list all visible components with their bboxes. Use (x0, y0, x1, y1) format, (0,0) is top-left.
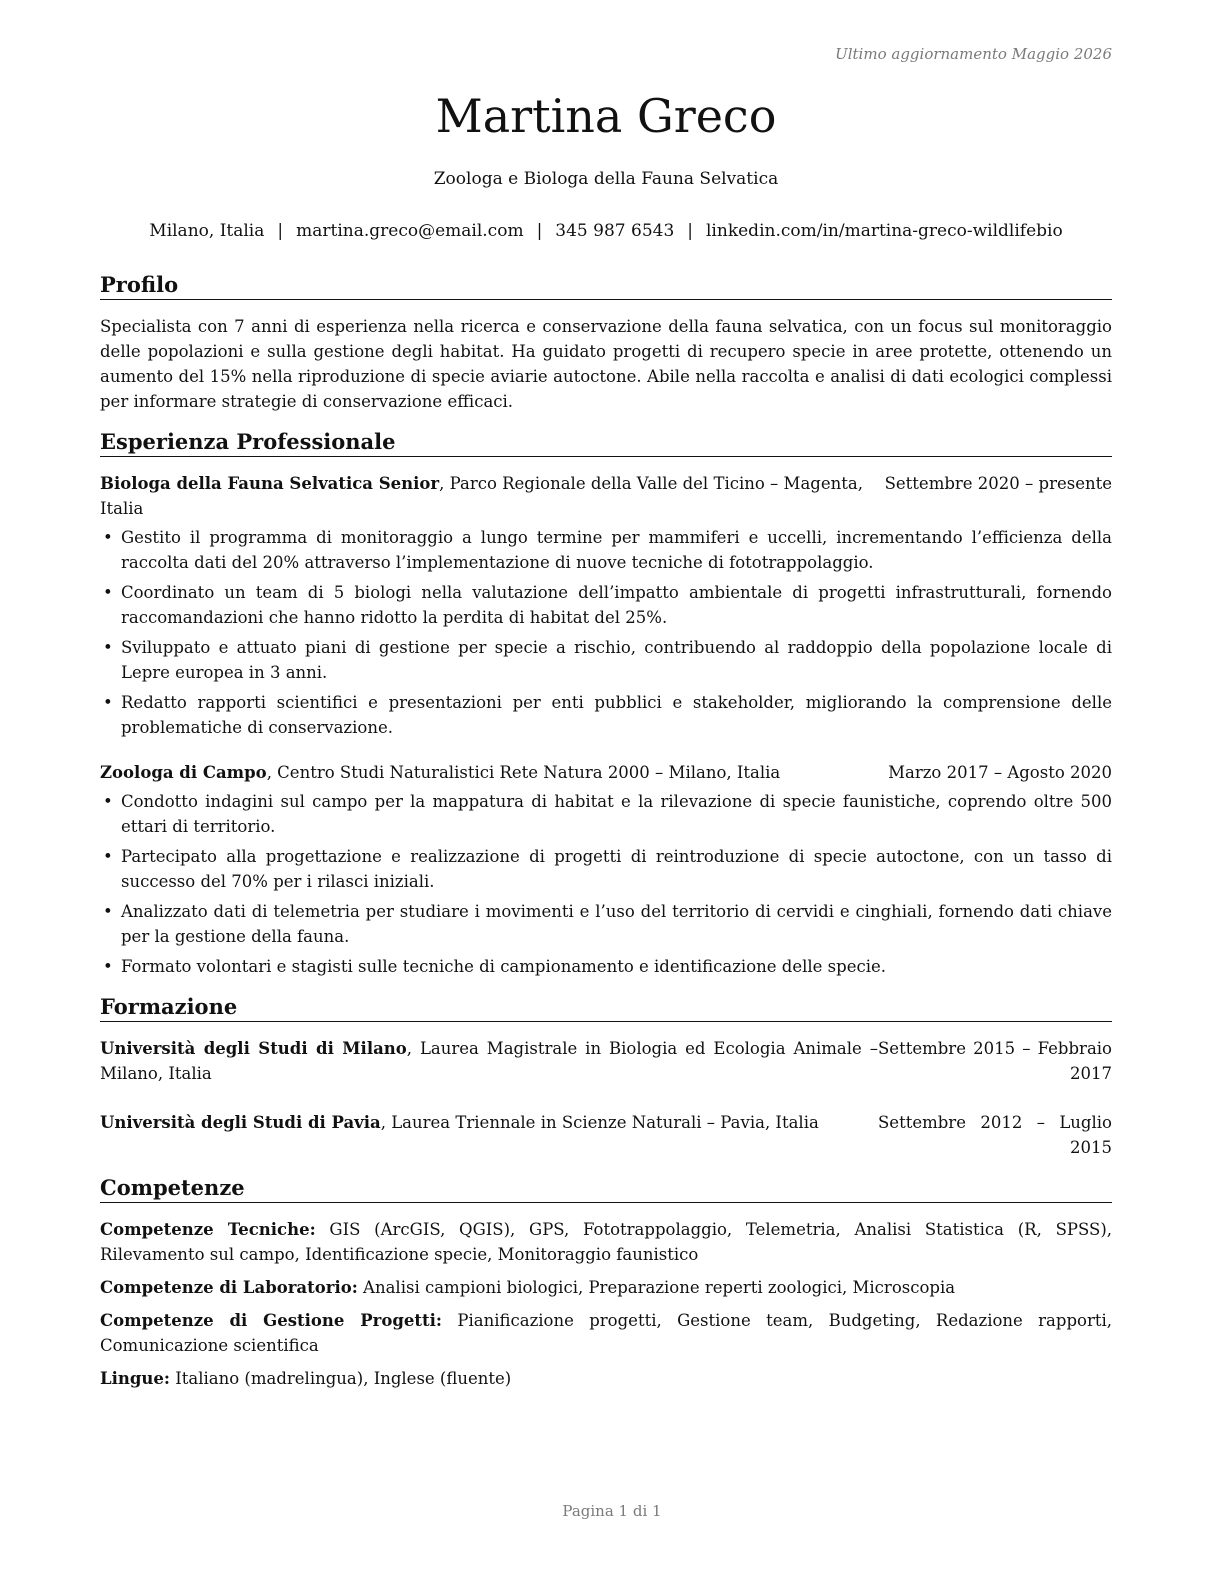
job-title-line (100, 471, 885, 521)
profile-text: Specialista con 7 anni di esperienza nella ricerca e conservazione della fauna selvatica, con un focus sul monitoraggio delle popolazioni e sulla gestione degli habitat. Ha guidato progetti di recupero specie in aree protette, ottenendo un aumento del 15% nella riproduzione di specie aviarie autoctone. Abile nella raccolta e analisi di dati ecologici complessi per informare strategie di conservazione efficaci. (100, 317, 1112, 411)
skill-label: Competenze di Laboratorio: (100, 1278, 358, 1297)
job-header (100, 471, 1112, 521)
list-item: • Formato volontari e stagisti sulle tecniche di campionamento e identificazione delle specie. (100, 954, 1112, 979)
education-dates: Settembre 2012 – Luglio 2015 (878, 1113, 1112, 1157)
job-entry (100, 760, 1112, 979)
education-entry (100, 1036, 1112, 1086)
education-title-line (100, 1036, 878, 1086)
job-entry (100, 471, 1112, 740)
contact-email[interactable]: martina.greco@email.com (296, 221, 524, 241)
contact-separator: | (277, 221, 284, 241)
candidate-title: Zoologa e Biologa della Fauna Selvatica (433, 169, 779, 189)
job-dates: Marzo 2017 – Agosto 2020 (888, 763, 1112, 782)
skill-line (100, 1217, 1112, 1267)
education-degree: , Laurea Magistrale in Biologia ed Ecologia Animale – Milano, Italia (100, 1039, 878, 1083)
resume-content (100, 271, 1112, 1405)
job-header (100, 760, 1112, 785)
education-degree: , Laurea Triennale in Scienze Naturali – Pavia, Italia (380, 1113, 819, 1132)
education-section (100, 993, 1112, 1160)
job-organization: , Centro Studi Naturalistici Rete Natura 2000 – Milano, Italia (266, 763, 781, 782)
education-dates: Settembre 2015 – Febbraio 2017 (878, 1039, 1112, 1083)
list-item: • Condotto indagini sul campo per la mappatura di habitat e la rilevazione di specie faunistiche, coprendo oltre 500 ettari di territorio. (100, 789, 1112, 839)
section-heading-profile: Profilo (100, 271, 1112, 300)
contact-location: Milano, Italia (149, 221, 265, 241)
contact-separator: | (536, 221, 543, 241)
education-school: Università degli Studi di Milano (100, 1039, 407, 1058)
skill-text: Analisi campioni biologici, Preparazione reperti zoologici, Microscopia (357, 1278, 956, 1297)
skill-line (100, 1308, 1112, 1358)
contact-phone[interactable]: 345 987 6543 (555, 221, 675, 241)
job-bullets (100, 789, 1112, 979)
list-item: • Analizzato dati di telemetria per studiare i movimenti e l’uso del territorio di cervidi e cinghiali, fornendo dati chiave per la gestione della fauna. (100, 899, 1112, 949)
skill-label: Competenze Tecniche: (100, 1220, 316, 1239)
job-role: Zoologa di Campo (100, 763, 267, 782)
list-item: • Redatto rapporti scientifici e presentazioni per enti pubblici e stakeholder, migliorando la comprensione delle problematiche di conservazione. (100, 690, 1112, 740)
contact-line (100, 220, 1112, 242)
skill-label: Lingue: (100, 1369, 170, 1388)
last-updated: Ultimo aggiornamento Maggio 2026 (835, 45, 1112, 63)
contact-linkedin[interactable]: linkedin.com/in/martina-greco-wildlifebio (706, 221, 1063, 241)
section-heading-experience: Esperienza Professionale (100, 428, 1112, 457)
candidate-name: Martina Greco (435, 89, 777, 143)
job-bullets (100, 525, 1112, 740)
skill-line (100, 1275, 1112, 1300)
contact-separator: | (687, 221, 693, 241)
section-heading-education: Formazione (100, 993, 1112, 1022)
profile-section (100, 271, 1112, 414)
skills-section (100, 1174, 1112, 1391)
section-heading-skills: Competenze (100, 1174, 1112, 1203)
education-school: Università degli Studi di Pavia (100, 1113, 381, 1132)
experience-section (100, 428, 1112, 979)
job-dates: Settembre 2020 – presente (884, 474, 1112, 493)
list-item: • Sviluppato e attuato piani di gestione per specie a rischio, contribuendo al raddoppio della popolazione locale di Lepre europea in 3 anni. (100, 635, 1112, 685)
skill-text: GIS (ArcGIS, QGIS), GPS, Fototrappolaggio, Telemetria, Analisi Statistica (R, SPSS), Rilevamento sul campo, Identificazione specie, Monitoraggio faunistico (100, 1220, 1112, 1264)
education-title-line (100, 1110, 878, 1135)
list-item: • Gestito il programma di monitoraggio a lungo termine per mammiferi e uccelli, incrementando l’efficienza della raccolta dati del 20% attraverso l’implementazione di nuove tecniche di fototrappolaggio. (100, 525, 1112, 575)
job-organization: , Parco Regionale della Valle del Ticino – Magenta, Italia (100, 474, 863, 518)
job-title-line (100, 760, 888, 785)
list-item: • Partecipato alla progettazione e realizzazione di progetti di reintroduzione di specie autoctone, con un tasso di successo del 70% per i rilasci iniziali. (100, 844, 1112, 894)
skill-line (100, 1366, 1112, 1391)
education-entry (100, 1110, 1112, 1160)
skill-text: Pianificazione progetti, Gestione team, Budgeting, Redazione rapporti, Comunicazione scientifica (100, 1311, 1112, 1355)
job-role: Biologa della Fauna Selvatica Senior (100, 474, 440, 493)
list-item: • Coordinato un team di 5 biologi nella valutazione dell’impatto ambientale di progetti infrastrutturali, fornendo raccomandazioni che hanno ridotto la perdita di habitat del 25%. (100, 580, 1112, 630)
skill-label: Competenze di Gestione Progetti: (100, 1311, 443, 1330)
page-number: Pagina 1 di 1 (562, 1502, 662, 1520)
skill-text: Italiano (madrelingua), Inglese (fluente) (170, 1369, 512, 1388)
